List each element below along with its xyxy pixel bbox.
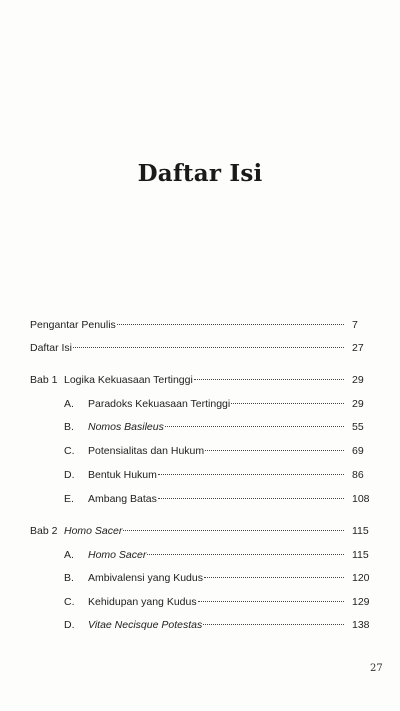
toc-entry-page: 108 <box>352 493 370 505</box>
toc-entry-title: Ambang Batas <box>88 493 157 505</box>
toc-entry <box>30 466 376 484</box>
dot-leader <box>117 324 344 325</box>
toc-entry-title: Bentuk Hukum <box>88 469 157 481</box>
toc-entry <box>30 418 376 436</box>
section-letter: D. <box>64 469 75 481</box>
dot-leader <box>203 624 344 625</box>
toc-entry <box>30 316 376 334</box>
toc-entry-title: Logika Kekuasaan Tertinggi <box>64 374 193 386</box>
toc-entry-page: 29 <box>352 398 364 410</box>
dot-leader <box>231 403 344 404</box>
chapter-number: Bab 1 <box>30 374 58 386</box>
toc-entry-page: 120 <box>352 572 370 584</box>
toc-entry-title: Pengantar Penulis <box>30 319 116 331</box>
dot-leader <box>158 498 344 499</box>
toc-entry-page: 138 <box>352 619 370 631</box>
section-letter: C. <box>64 445 75 457</box>
toc-entry-page: 7 <box>352 319 358 331</box>
dot-leader <box>165 426 344 427</box>
dot-leader <box>194 379 344 380</box>
toc-entry <box>30 616 376 634</box>
toc-entry-title: Kehidupan yang Kudus <box>88 596 197 608</box>
toc-entry-page: 27 <box>352 342 364 354</box>
dot-leader <box>204 577 344 578</box>
toc-entry <box>30 371 376 389</box>
toc-entry <box>30 546 376 564</box>
toc-entry <box>30 395 376 413</box>
toc-entry-title: Ambivalensi yang Kudus <box>88 572 203 584</box>
toc-entry-title: Daftar Isi <box>30 342 73 354</box>
toc-entry-page: 115 <box>352 549 369 561</box>
toc-entry-page: 55 <box>352 421 364 433</box>
toc-entry <box>30 490 376 508</box>
section-letter: A. <box>64 549 74 561</box>
toc-entry <box>30 442 376 460</box>
section-letter: C. <box>64 596 75 608</box>
toc-entry <box>30 522 376 540</box>
toc-entry-page: 86 <box>352 469 364 481</box>
dot-leader <box>73 347 344 348</box>
toc-entry <box>30 593 376 611</box>
toc-entry-title: Vitae Necisque Potestas <box>88 619 203 631</box>
toc-entry <box>30 339 376 357</box>
page-number: 27 <box>370 663 383 674</box>
dot-leader <box>158 474 344 475</box>
section-letter: E. <box>64 493 74 505</box>
toc-entry-title: Paradoks Kekuasaan Tertinggi <box>88 398 231 410</box>
toc-entry-title: Homo Sacer <box>64 525 123 537</box>
dot-leader <box>205 450 344 451</box>
section-letter: A. <box>64 398 74 410</box>
toc-entry-page: 115 <box>352 525 369 537</box>
section-letter: B. <box>64 572 74 584</box>
dot-leader <box>198 601 344 602</box>
toc-entry-page: 69 <box>352 445 364 457</box>
toc-entry-page: 29 <box>352 374 364 386</box>
toc-entry-title: Potensialitas dan Hukum <box>88 445 205 457</box>
toc-entry-title: Nomos Basileus <box>88 421 164 433</box>
dot-leader <box>147 554 344 555</box>
chapter-number: Bab 2 <box>30 525 58 537</box>
toc-entry-page: 129 <box>352 596 370 608</box>
dot-leader <box>123 530 344 531</box>
section-letter: B. <box>64 421 74 433</box>
section-letter: D. <box>64 619 75 631</box>
page-title: Daftar Isi <box>137 160 263 187</box>
toc-entry-title: Homo Sacer <box>88 549 147 561</box>
toc-entry <box>30 569 376 587</box>
